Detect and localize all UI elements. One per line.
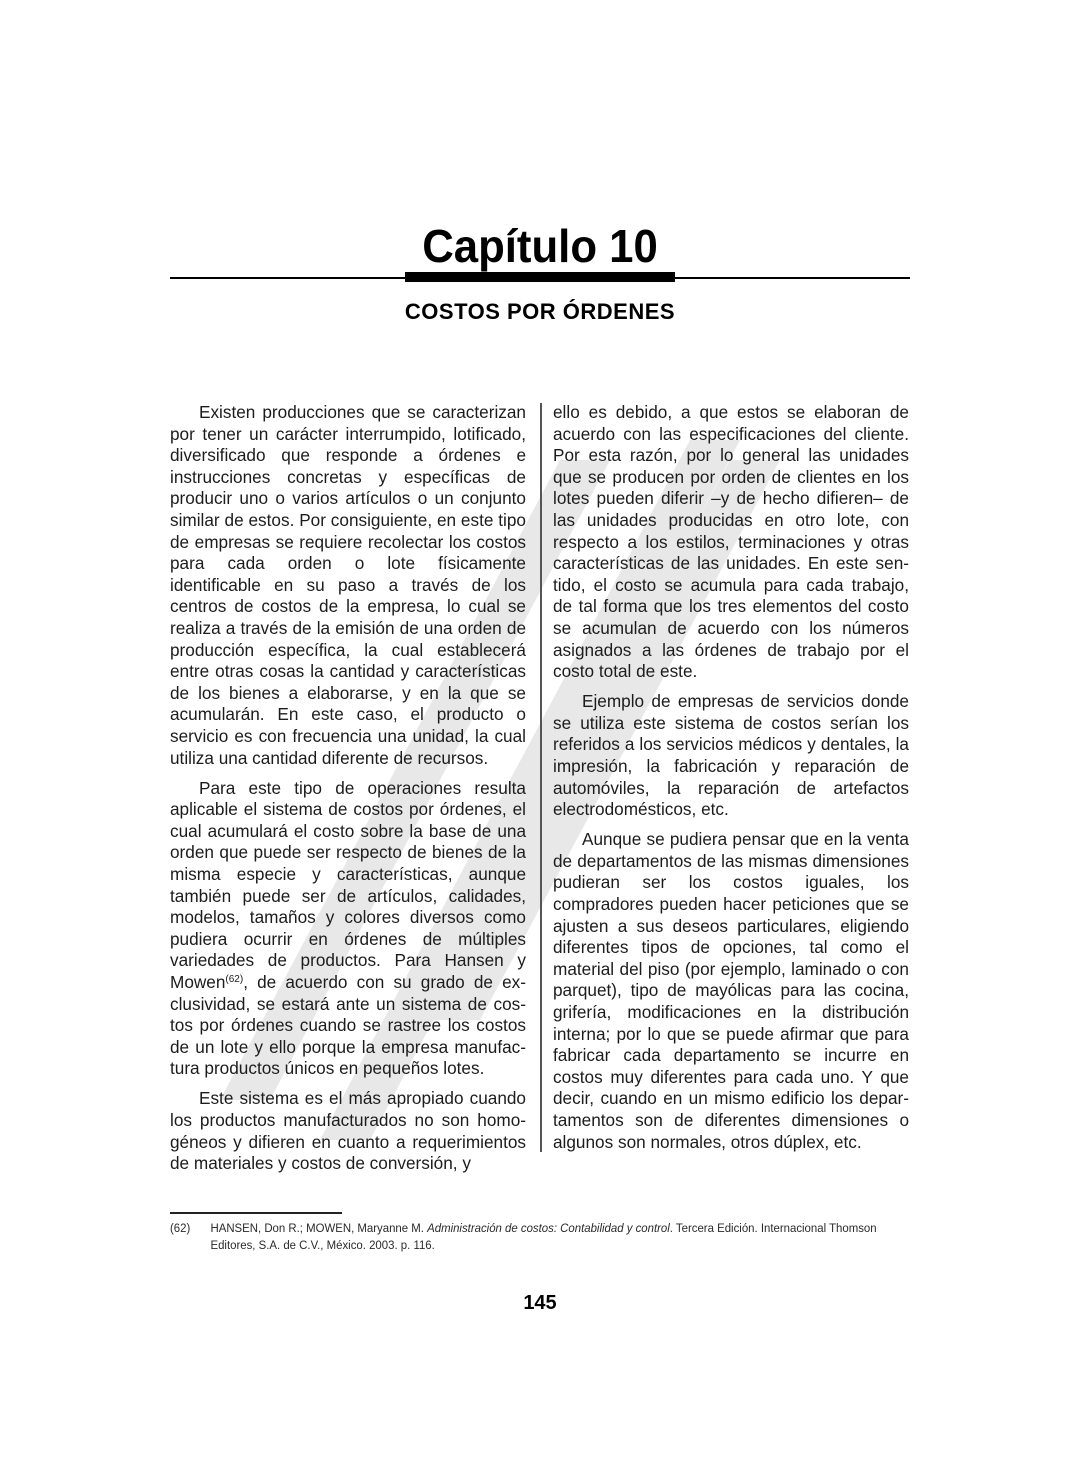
- footnote: [170, 1220, 877, 1254]
- right-column: [553, 402, 909, 1162]
- paragraph-text: , de acuerdo con su grado de exclusividad, se estará ante un sistema de costos por órdenes cuando se rastree los costos de un lote y ello porque la empresa manufactura productos únicos en pequeños lotes.: [170, 971, 526, 1079]
- left-column: [170, 402, 526, 1183]
- footnote-reference[interactable]: (62): [225, 973, 244, 985]
- title-underline-bar: [405, 272, 675, 282]
- paragraph: [170, 778, 526, 1080]
- paragraph-text: Para este tipo de operaciones resulta aplicable el sistema de costos por órdenes, el cual acumulará el costo sobre la base de una orden que puede ser respecto de bienes de la misma especie y características, aunque también puede ser de artículos, calidades, modelos, tamaños y colores diversos como pudiera ocurrir en órdenes de múltiples variedades de productos. Para Hansen y Mowen: [170, 777, 526, 992]
- footnote-separator: [170, 1212, 342, 1214]
- paragraph: Ejemplo de empresas de servicios donde se utiliza este sistema de costos serían los referidos a los servicios médicos y dentales, la impresión, la fabricación y reparación de automóviles, la reparación de artefactos electrodomésticos, etc.: [553, 691, 909, 820]
- paragraph: Existen producciones que se caracterizan por tener un carácter interrumpido, lotificado, diversificado que responde a órdenes e instrucciones concretas y específicas de producir uno o varios artículos o un conjunto similar de estos. Por consiguiente, en este tipo de empresas se requiere recolectar los costos para cada orden o lote físicamente identificable en su paso a través de los centros de costos de la empresa, lo cual se realiza a través de la emisión de una orden de producción específica, la cual establecerá entre otras cosas la cantidad y características de los bienes a elaborarse, y en la que se acumularán. En este caso, el producto o servicio es con frecuencia una unidad, la cual utiliza una cantidad diferente de recursos.: [170, 402, 526, 768]
- paragraph: Este sistema es el más apropiado cuando los productos manufacturados no son homogéneos y difieren en cuanto a requerimientos de materiales y costos de conversión, y: [170, 1088, 526, 1174]
- footnote-number: (62): [170, 1221, 191, 1235]
- chapter-title: Capítulo 10: [422, 220, 658, 272]
- footnote-book-title: Administración de costos: Contabilidad y control: [427, 1221, 670, 1235]
- footnote-authors: HANSEN, Don R.; MOWEN, Maryanne M.: [210, 1221, 428, 1235]
- chapter-subtitle: COSTOS POR ÓRDENES: [404, 299, 676, 324]
- page-number: 145: [523, 1292, 557, 1314]
- paragraph: Aunque se pudiera pensar que en la venta de departamentos de las mismas dimensiones pudieran ser los costos iguales, los compradores pueden hacer peticiones que se ajusten a sus deseos particulares, eligiendo diferentes tipos de opciones, tal como el material del piso (por ejemplo, laminado o con parquet), tipo de mayólicas para las cocina, grifería, modificaciones en la distribución interna; por lo que se puede afirmar que para fabricar cada departamento se incurre en costos muy diferentes para cada uno. Y que decir, cuando en un mismo edificio los departamentos son de diferentes dimensiones o algunos son normales, otros dúplex, etc.: [553, 829, 909, 1152]
- footnote-details: . Tercera Edición. Internacional Thomson Editores, S.A. de C.V., México. 2003. p. 116.: [210, 1221, 877, 1252]
- paragraph-continuation: ello es debido, a que estos se elaboran de acuerdo con las especificaciones del cliente. Por esta razón, por lo general las unidades que se producen por orden de clientes en los lotes pueden diferir –y de hecho difieren– de las unidades producidas en otro lote, con respecto a los estilos, terminaciones y otras características de las unidades. En este sentido, el costo se acumula para cada trabajo, de tal forma que los tres elementos del costo se acumulan de acuerdo con los números asignados a las órdenes de trabajo por el costo total de este.: [553, 402, 909, 682]
- column-divider: [540, 403, 542, 1152]
- footnote-text: [210, 1220, 909, 1254]
